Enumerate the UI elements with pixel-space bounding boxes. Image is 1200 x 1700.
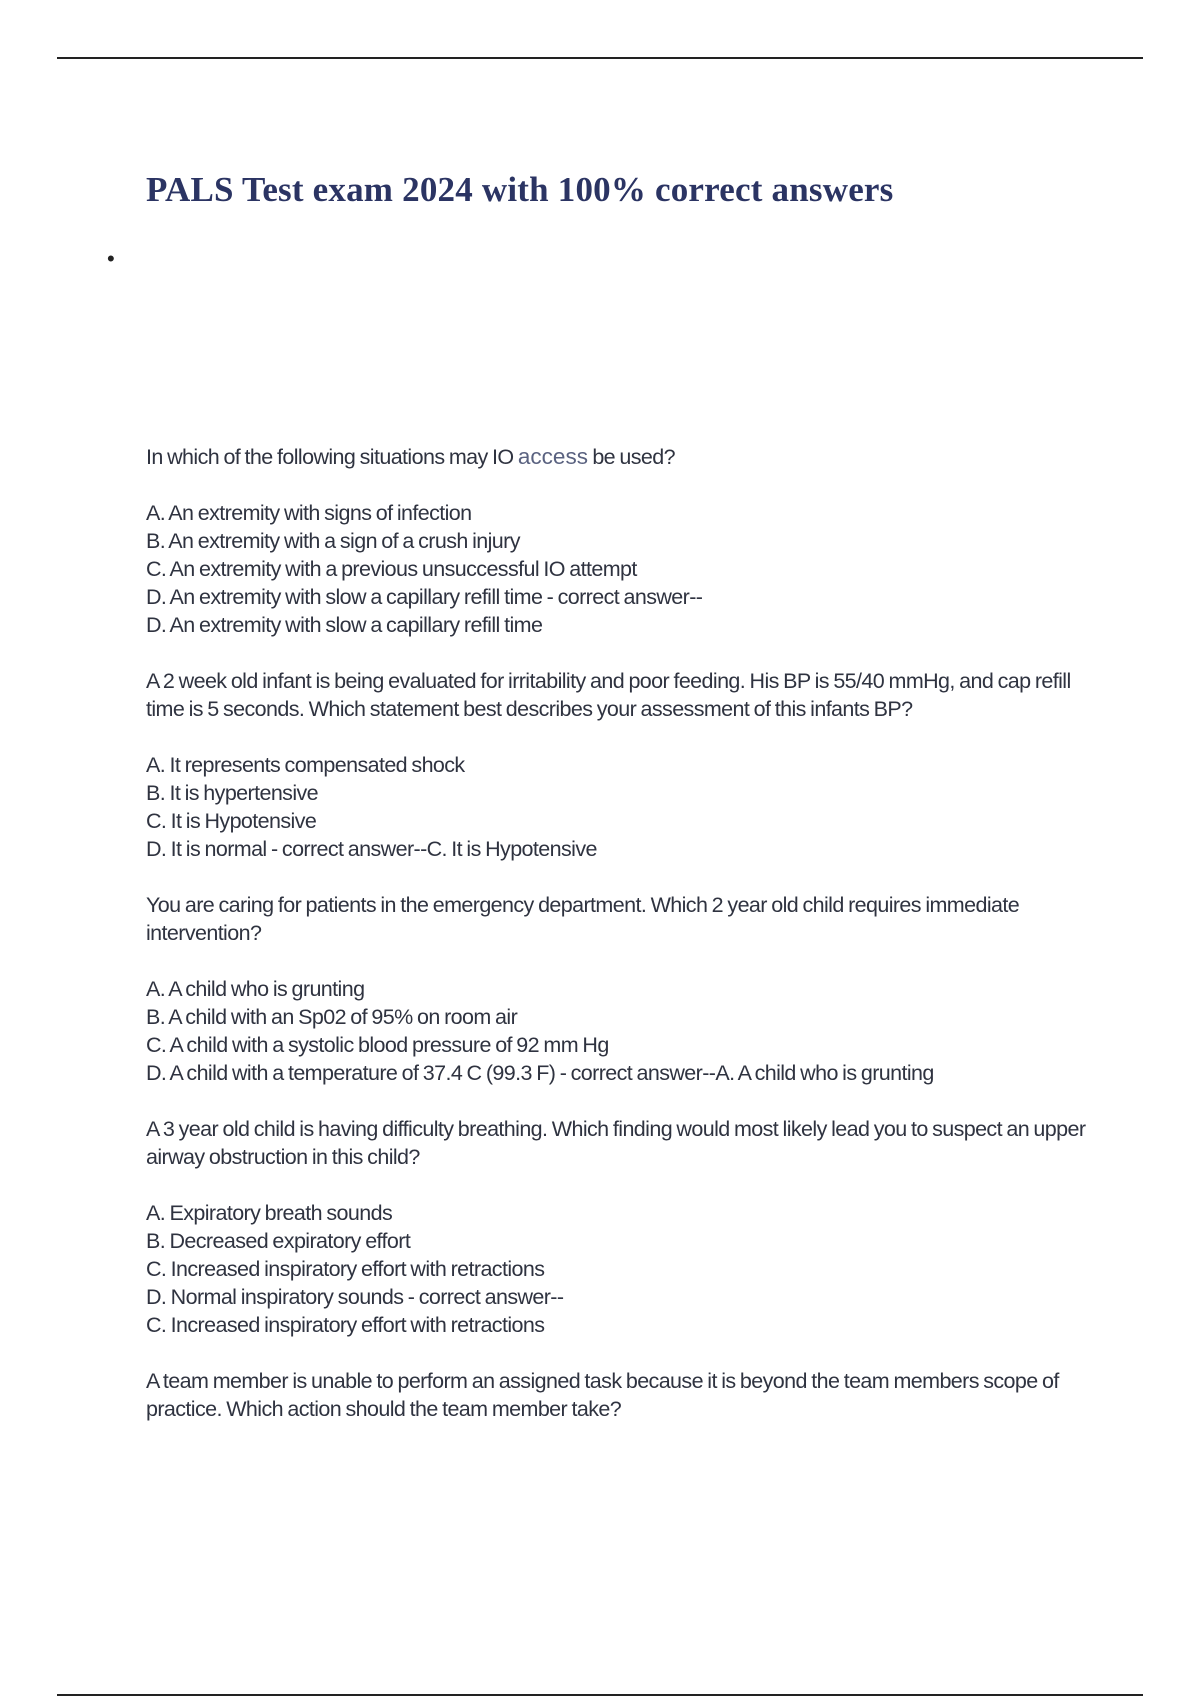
- question-block: [146, 891, 1096, 1087]
- answer-option: C. Increased inspiratory effort with retractions: [146, 1313, 545, 1337]
- answer-option: B. Decreased expiratory effort: [146, 1229, 411, 1253]
- answer-option: B. A child with an Sp02 of 95% on room air: [146, 1005, 518, 1029]
- question-text: You are caring for patients in the emergency department. Which 2 year old child requires immediate intervention?: [146, 893, 1020, 945]
- document-title: PALS Test exam 2024 with 100% correct answers: [146, 170, 894, 209]
- answer-options: [146, 1199, 1096, 1339]
- answer-option: A. An extremity with signs of infection: [146, 501, 472, 525]
- answer-option: D. It is normal - correct answer--C. It is Hypotensive: [146, 837, 597, 861]
- top-divider: [57, 57, 1143, 59]
- answer-option: D. Normal inspiratory sounds - correct answer--: [146, 1285, 564, 1309]
- answer-option: B. An extremity with a sign of a crush injury: [146, 529, 520, 553]
- question-text: A team member is unable to perform an assigned task because it is beyond the team members scope of practice. Which action should the team member take?: [146, 1369, 1059, 1421]
- answer-option: C. An extremity with a previous unsuccessful IO attempt: [146, 557, 637, 581]
- question-text-highlight: access: [517, 444, 588, 469]
- answer-option: D. An extremity with slow a capillary refill time: [146, 613, 543, 637]
- answer-option: C. A child with a systolic blood pressure of 92 mm Hg: [146, 1033, 609, 1057]
- question-list: [146, 443, 1096, 1451]
- question-text-part: be used?: [587, 445, 675, 469]
- answer-option: B. It is hypertensive: [146, 781, 319, 805]
- question-text: A 3 year old child is having difficulty breathing. Which finding would most likely lead you to suspect an upper airway obstruction in this child?: [146, 1117, 1086, 1169]
- answer-options: [146, 751, 1096, 863]
- question-block: [146, 667, 1096, 863]
- answer-option: D. A child with a temperature of 37.4 C (99.3 F) - correct answer--A. A child who is grunting: [146, 1061, 934, 1085]
- answer-option: C. It is Hypotensive: [146, 809, 317, 833]
- answer-option: C. Increased inspiratory effort with retractions: [146, 1257, 545, 1281]
- answer-option: A. Expiratory breath sounds: [146, 1201, 393, 1225]
- answer-option: A. A child who is grunting: [146, 977, 365, 1001]
- answer-option: D. An extremity with slow a capillary refill time - correct answer--: [146, 585, 703, 609]
- answer-options: [146, 499, 1096, 639]
- question-block: [146, 1367, 1096, 1423]
- answer-option: A. It represents compensated shock: [146, 753, 465, 777]
- bullet-marker: •: [107, 246, 115, 271]
- bottom-divider: [57, 1694, 1143, 1696]
- question-text: A 2 week old infant is being evaluated for irritability and poor feeding. His BP is 55/40 mmHg, and cap refill time is 5 seconds. Which statement best describes your assessment of this infants BP?: [146, 669, 1071, 721]
- question-text-part: In which of the following situations may IO: [146, 445, 518, 469]
- answer-options: [146, 975, 1096, 1087]
- question-block: [146, 443, 1096, 639]
- question-text: [146, 443, 1091, 471]
- question-block: [146, 1115, 1096, 1339]
